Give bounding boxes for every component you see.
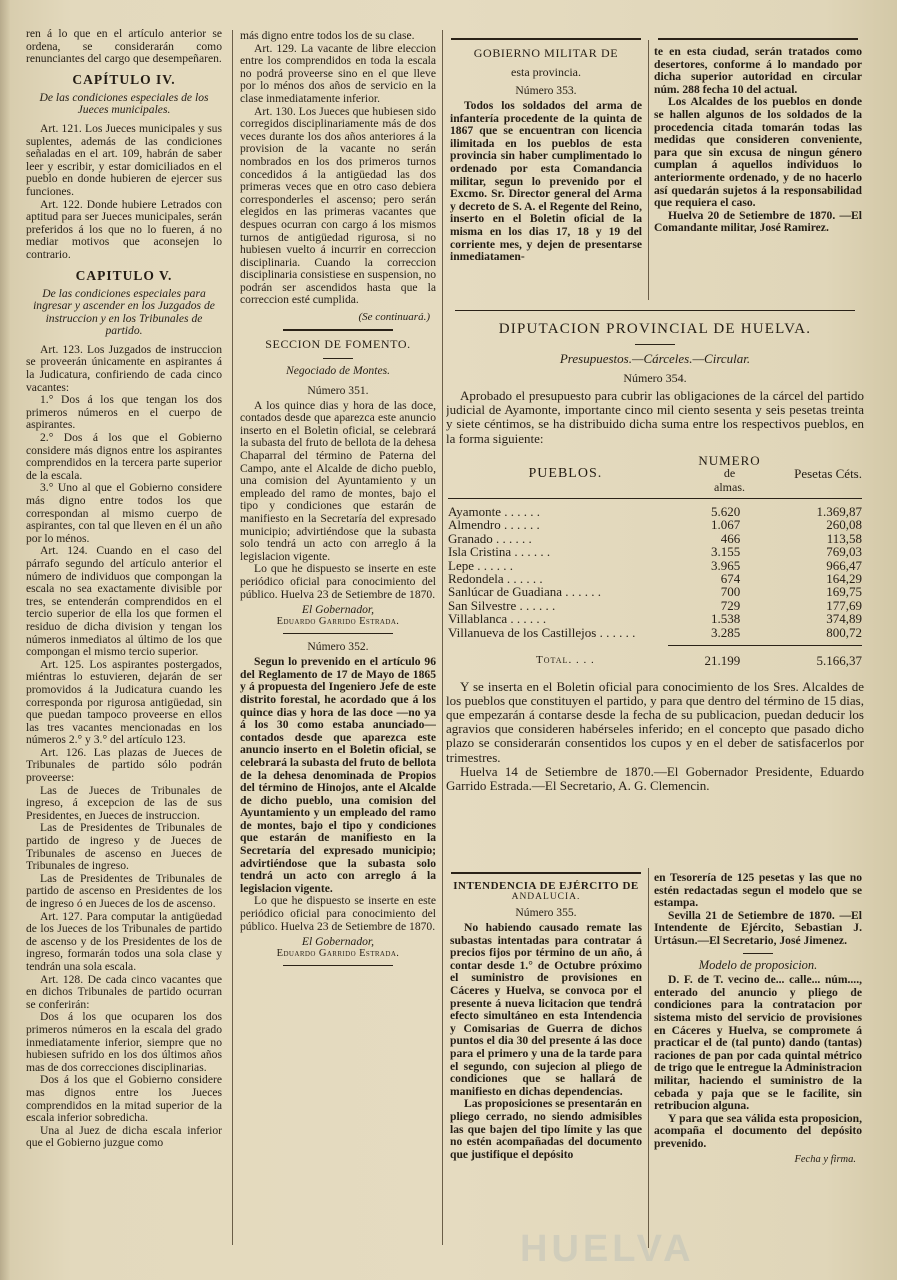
article-128-b: Dos á los que el Gobierno considere mas dignos entre los Jueces comprendidos en la mitad superior de la escala inferior sobredicha. xyxy=(26,1073,222,1125)
pueblo-almas: 700 xyxy=(720,584,741,600)
notice-353-body: Todos los soldados del arma de infantería procedente de la quinta de 1867 que se encuentran con licencia ilimitada en los pueblos de esta provincia sin haber cumplimentado lo ordenado por esta Comandancia militar, segun lo prevenido por el Excmo. Sr. Director general del Arma y decreto de S. A. el Regente del Reino, inserto en el Boletin oficial de la misma en los dias 17, 18 y 19 del corriente mes, y dejen de presentarse inmediatamen- xyxy=(450,99,642,264)
pueblo-name: Ayamonte . . . . . . xyxy=(448,504,540,520)
pueblo-pesetas: 113,58 xyxy=(826,530,862,546)
budget-table-row xyxy=(446,599,864,612)
pueblo-name: Granado . . . . . . xyxy=(448,530,532,546)
notice-354-intro: Aprobado el presupuesto para cubrir las obligaciones de la cárcel del partido judicial de Ayamonte, importante cinco mil ciento sesenta y seis pesetas treinta y siete céntimos, se ha distribuido dicha suma entre los respectivos pueblos, en la forma siguiente: xyxy=(446,388,864,446)
article-122: Art. 122. Donde hubiere Letrados con aptitud para ser Jueces municipales, serán preferidos á los que no lo fueren, á no mediar motivos que aconsejen lo contrario. xyxy=(26,197,222,261)
pueblo-name: San Silvestre . . . . . . xyxy=(448,597,556,613)
pueblo-pesetas: 260,08 xyxy=(826,517,862,533)
total-label: Total. . . . xyxy=(536,654,595,667)
modelo-title: Modelo de proposicion. xyxy=(698,957,818,972)
budget-table-row xyxy=(446,518,864,531)
intendencia-continuation-column xyxy=(654,872,862,1252)
article-128: Art. 128. De cada cinco vacantes que en dichos Tribunales de partido ocurran se conferirán: xyxy=(26,972,222,1011)
notice-351-body: A los quince dias y hora de las doce, contados desde que aparezca este anuncio inserto en el Boletin oficial, se celebrará la subasta del fruto de bellota de la dehesa Chaparral del término de Paterna del Campo, ante el Alcalde de dicho pueblo, una comision del Ayuntamiento y un empleado del ramo de montes, bajo el tipo y condiciones que estarán de manifiesto en la Secretaría del expresado municipio; advirtiéndose que la subasta solo tendrá un acto con arreglo á la legislacion vigente. xyxy=(240,398,436,563)
governor-name-2: Eduardo Garrido Estrada. xyxy=(276,948,400,960)
article-123-item-1: 1.° Dos á los que tengan los dos primeros números en el cuerpo de aspirantes. xyxy=(26,393,222,432)
article-126-b: Las de Presidentes de Tribunales de partido de ingreso y de Jueces de Tribunales de ascenso en Jueces de Tribunales de ingreso. xyxy=(26,821,222,873)
col-header-numero: NUMERO xyxy=(698,452,761,468)
pueblo-name: Isla Cristina . . . . . . xyxy=(448,544,551,560)
diputacion-top-rule xyxy=(455,310,855,311)
notice-352-number: Número 352. xyxy=(307,640,369,654)
end-rule xyxy=(283,965,393,966)
column-divider xyxy=(648,40,649,300)
short-rule xyxy=(635,344,675,345)
pueblo-almas: 1.067 xyxy=(711,517,741,533)
pueblo-pesetas: 169,75 xyxy=(826,584,862,600)
military-government-column xyxy=(450,36,642,298)
intendencia-title: INTENDENCIA DE EJÉRCITO DE xyxy=(453,880,639,892)
military-signature: Huelva 20 de Setiembre de 1870. —El Comandante militar, José Ramirez. xyxy=(654,208,862,235)
governor-label-2: El Gobernador, xyxy=(301,935,375,949)
total-pesetas: 5.166,37 xyxy=(816,653,862,669)
military-subtitle: esta provincia. xyxy=(511,65,581,79)
column-2 xyxy=(240,30,436,1255)
governor-name: Eduardo Garrido Estrada. xyxy=(276,616,400,628)
intendencia-continued: en Tesorería de 125 pesetas y las que no estén redactadas segun el modelo que se estampa. xyxy=(654,872,862,910)
budget-table-row xyxy=(446,572,864,585)
to-be-continued: (Se continuará.) xyxy=(358,311,430,324)
budget-table-row xyxy=(446,559,864,572)
notice-352-closing: Lo que he dispuesto se inserte en este periódico oficial para conocimiento del público. Huelva 23 de Setiembre de 1870. xyxy=(240,894,436,933)
article-126-a: Las de Jueces de Tribunales de ingreso, á excepcion de las de sus Presidentes, en Jueces de instruccion. xyxy=(26,783,222,822)
pueblo-pesetas: 800,72 xyxy=(826,624,862,640)
column-2-continuation: más digno entre todos los de su clase. xyxy=(240,30,415,42)
fecha-firma: Fecha y firma. xyxy=(794,1154,856,1166)
col-header-pueblos: PUEBLOS. xyxy=(528,466,603,482)
chapter-5-subtitle: De las condiciones especiales para ingresar y ascender en los Juzgados de instruccion y en los Tribunales de partido. xyxy=(33,286,215,338)
chapter-5-title: CAPITULO V. xyxy=(75,267,173,283)
short-rule xyxy=(323,358,353,359)
pueblo-almas: 674 xyxy=(720,571,741,587)
military-continuation-column xyxy=(654,36,862,298)
pueblo-name: Sanlúcar de Guadiana . . . . . . xyxy=(448,584,602,600)
notice-354-number: Número 354. xyxy=(623,371,687,385)
intendencia-top-rule xyxy=(451,872,641,874)
notice-355-number: Número 355. xyxy=(515,906,577,919)
article-128-a: Dos á los que ocuparen los dos primeros números en la escala del grado inmediatamente inferior, siempre que no hubiesen sufrido en los dos últimos años mas de dos correcciones disciplinarias. xyxy=(26,1010,222,1074)
pueblo-almas: 466 xyxy=(720,530,741,546)
intro-text: ren á lo que en el artículo anterior se ordena, se considerarán como renunciantes del cargo que desempeñaren. xyxy=(26,28,222,66)
notice-352-body: Segun lo prevenido en el artículo 96 del Reglamento de 17 de Mayo de 1865 y á propuesta del Ingeniero Jefe de este distrito forestal, he acordado que á los quince dias y hora de las doce —no ya á los 30 como estaba anunciado— contados desde que aparezca este anuncio inserto en el Boletin oficial, se celebrará la subasta del fruto de bellota de la dehesa denominada de Propios del término de Hinojos, ante el Alcalde de dicho pueblo, una comision del Ayuntamiento y un empleado del ramo de montes, bajo el tipo y condiciones que estarán de manifiesto en la Secretaría del expresado municipio; advirtiéndose que la subasta solo tendrá un acto con arreglo á la legislacion vigente. xyxy=(240,655,436,895)
column-1 xyxy=(26,28,222,1263)
pueblo-pesetas: 769,03 xyxy=(826,544,862,560)
fomento-section-title: SECCION DE FOMENTO. xyxy=(265,337,411,352)
military-body-continued: te en esta ciudad, serán tratados como desertores, conforme á lo mandado por dicha superior autoridad en circular núm. 288 fecha 10 del actual. xyxy=(654,45,862,96)
article-126-c: Las de Presidentes de Tribunales de partido de ascenso en Presidentes de los de ingreso ó en Jueces de los de ascenso. xyxy=(26,871,222,910)
budget-table-row xyxy=(446,532,864,545)
pueblo-name: Redondela . . . . . . xyxy=(448,571,543,587)
article-121: Art. 121. Los Jueces municipales y sus suplentes, además de las condiciones señaladas en el art. 109, habrán de saber leer y escribir, y estar domiciliados en el pueblo en donde hubieren de ejercer sus funciones. xyxy=(26,121,222,198)
military-mayors-instruction: Los Alcaldes de los pueblos en donde se hallen algunos de los soldados de la procedencia citada tomarán todas las medidas que consideren conveniente, para que sin excusa de ningun género cumplan á aquellos individuos lo anteriormente ordenado, y de no hacerlo así quedarán sujetos á la responsabilidad que requiera el caso. xyxy=(654,95,862,210)
intendencia-section xyxy=(450,872,642,1252)
pueblo-almas: 3.155 xyxy=(711,544,741,560)
page-fold-shadow xyxy=(0,0,10,1280)
article-124: Art. 124. Cuando en el caso del párrafo segundo del artículo anterior el número de individuos que compongan la escala no sea exactamente divisible por tres, se entenderán comprendidos en el tercio superior de ella los que formen el residuo de dicha division y tengan los números inmediatos al último de los que compongan el mismo tercio superior. xyxy=(26,544,222,659)
fomento-subsection: Negociado de Montes. xyxy=(286,364,390,378)
short-rule xyxy=(743,953,773,954)
notice-355-body: No habiendo causado remate las subastas intentadas para contratar á precios fijos por término de un año, á contar desde 1.° de Octubre próximo el suministro de provisiones en Cáceres y Huelva, se convoca por el presente á nueva licitacion que tendrá efecto simultáneo en esta Intendencia y Comisarias de Guerra de dichos puntos el dia 30 del presente á las doce para el primero y una de la tarde para el segundo, con sujecion al pliego de condiciones que se hallará de manifiesto en dichas dependencias. xyxy=(450,921,642,1098)
pueblo-almas: 3.285 xyxy=(711,624,741,640)
chapter-4-title: CAPÍTULO IV. xyxy=(72,71,176,87)
modelo-closing: Y para que sea válida esta proposicion, acompaña el documento del depósito prevenido. xyxy=(654,1111,862,1150)
governor-label: El Gobernador, xyxy=(301,603,375,617)
pueblo-name: Villablanca . . . . . . xyxy=(448,611,547,627)
chapter-4-subtitle: De las condiciones especiales de los Jueces municipales. xyxy=(39,90,209,117)
pueblo-pesetas: 966,47 xyxy=(826,557,862,573)
pueblo-pesetas: 1.369,87 xyxy=(816,504,862,520)
diputacion-title: DIPUTACION PROVINCIAL DE HUELVA. xyxy=(498,321,812,337)
notice-351-number: Número 351. xyxy=(307,383,369,397)
column-divider xyxy=(232,30,233,1245)
article-125: Art. 125. Los aspirantes postergados, miéntras lo estuvieren, dejarán de ser promovidos á la Judicatura cuando les corresponda por rigurosa antigüedad, sin que puedan tampoco proveerse en ellos las tres vacantes mencionadas en los números 2.° y 3.° del artículo 123. xyxy=(26,657,222,747)
pueblo-almas: 729 xyxy=(720,597,741,613)
top-rule xyxy=(451,38,641,40)
budget-table-row xyxy=(446,612,864,625)
section-rule xyxy=(283,329,393,331)
budget-table-row xyxy=(446,585,864,598)
notice-353-number: Número 353. xyxy=(515,84,577,97)
notice-354-closing: Y se inserta en el Boletin oficial para conocimiento de los Sres. Alcaldes de los pueblos que constituyen el partido, y para que dentro del término de 15 dias, que empezarán á contarse desde la fecha de su publicacion, puedan deducir los agravios que consideren habérseles inferido; en el concepto que pasado dicho plazo se considerarán consentidos los cupos y en el deber de satisfacerlos por trimestres. xyxy=(446,678,864,765)
article-126: Art. 126. Las plazas de Jueces de Tribunales de partido sólo podrán proveerse: xyxy=(26,745,222,785)
article-129: Art. 129. La vacante de libre eleccion entre los comprendidos en toda la escala no podrá proveerse sino en el que lleve por lo ménos dos años de servicio en la clase inmediatamente inferior. xyxy=(240,41,436,105)
article-128-c: Una al Juez de dicha escala inferior que el Gobierno juzgue como xyxy=(26,1123,222,1150)
column-divider xyxy=(648,868,649,1248)
intendencia-subtitle: ANDALUCIA. xyxy=(511,892,581,902)
pueblo-pesetas: 177,69 xyxy=(826,597,862,613)
budget-table-row xyxy=(446,505,864,518)
notice-354-signature: Huelva 14 de Setiembre de 1870.—El Gobernador Presidente, Eduardo Garrido Estrada.—El Secretario, A. G. Clemencin. xyxy=(446,763,864,793)
total-almas: 21.199 xyxy=(704,653,741,669)
article-123-item-3: 3.° Uno al que el Gobierno considere más digno entre todos los que correspondan al mismo cuerpo de aspirantes, con tal que lleven en él un año por lo ménos. xyxy=(26,481,222,545)
article-123: Art. 123. Los Juzgados de instruccion se proveerán únicamente en aspirantes á la Judicatura, confiriendo de cada cinco vacantes: xyxy=(26,342,222,394)
military-title: GOBIERNO MILITAR DE xyxy=(473,46,619,60)
col-header-pesetas: Pesetas Céts. xyxy=(794,466,862,482)
pueblo-pesetas: 374,89 xyxy=(826,611,862,627)
notice-351-closing: Lo que he dispuesto se inserte en este periódico oficial para conocimiento del público. Huelva 23 de Setiembre de 1870. xyxy=(240,562,436,601)
article-123-item-2: 2.° Dos á los que el Gobierno considere más dignos entre los aspirantes comprendidos en la tercera parte superior de la escala. xyxy=(26,431,222,482)
pueblo-pesetas: 164,29 xyxy=(826,571,862,587)
col-header-almas: almas. xyxy=(714,479,745,494)
pueblo-almas: 5.620 xyxy=(711,504,741,520)
intendencia-signature: Sevilla 21 de Setiembre de 1870. —El Intendente de Ejército, Sebastian J. Urtásun.—El Secretario, José Jimenez. xyxy=(654,908,862,947)
pueblo-name: Villanueva de los Castillejos . . . . . . xyxy=(448,624,636,640)
pueblo-almas: 3.965 xyxy=(711,557,741,573)
watermark-stamp: HUELVA xyxy=(520,1228,695,1270)
notice-rule xyxy=(283,633,393,634)
diputacion-section xyxy=(446,310,864,860)
column-divider xyxy=(442,30,443,1245)
budget-table-row xyxy=(446,626,864,639)
article-127: Art. 127. Para computar la antigüedad de los Jueces de los Tribunales de partido de ascenso y de los Presidentes de los de ingreso, formarán todos una sola clase y tendrán una sola escala. xyxy=(26,909,222,973)
pueblo-name: Lepe . . . . . . xyxy=(448,557,513,573)
diputacion-subtitle: Presupuestos.—Cárceles.—Circular. xyxy=(559,351,751,366)
budget-table xyxy=(446,454,864,668)
budget-table-row xyxy=(446,545,864,558)
top-rule-2 xyxy=(658,38,858,40)
modelo-body: D. F. de T. vecino de... calle... núm...., enterado del anuncio y pliego de condiciones para la contratacion por sistema misto del servicio de provisiones en Cáceres y Huelva, se compromete á practicar el de (tal punto) dando (tantas) raciones de pan por cada quintal métrico de trigo que le entregue la Administracion militar, haciendo el suministro de la cebada y paja que se le facilite, sin retribucion alguna. xyxy=(654,973,862,1113)
col-header-de: de xyxy=(723,466,736,481)
pueblo-name: Almendro . . . . . . xyxy=(448,517,540,533)
article-130: Art. 130. Los Jueces que hubiesen sido corregidos disciplinariamente más de dos veces durante los dos años anteriores á la provision de la vacante no serán nombrados en los dos primeros turnos concedidos á la antigüedad las dos primeras veces que en otro caso debiera corresponderles el ascenso; pero serán elegidos en las primeras vacantes que despues ocurran con cargo á los mismos turnos de antigüedad rigurosa, si no hubiesen vuelto á incurrir en correccion disciplinaria. Cuando la correccion disciplinaria consistiese en suspension, no podrán ser ascendidos hasta que la correccion esté cumplida. xyxy=(240,104,436,307)
pueblo-almas: 1.538 xyxy=(711,611,741,627)
budget-table-body xyxy=(446,505,864,639)
notice-355-proposals: Las proposiciones se presentarán en pliego cerrado, no siendo admisibles las que bajen del tipo límite y las que no estén acompañadas del documento que justifique el depósito xyxy=(450,1097,642,1161)
